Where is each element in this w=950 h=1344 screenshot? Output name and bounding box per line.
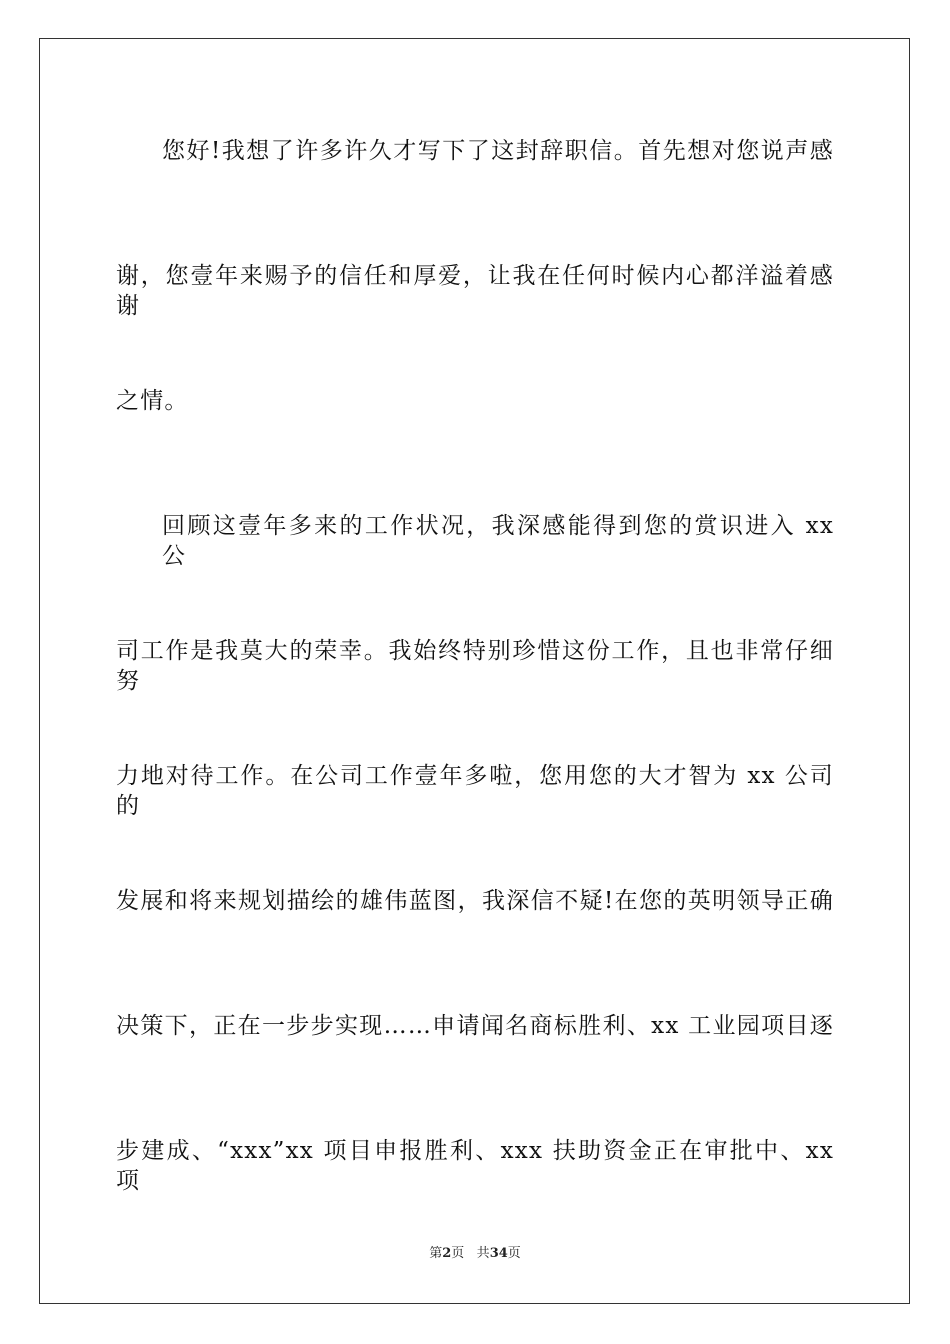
page-footer (0, 1245, 950, 1263)
text-line-5: 司工作是我莫大的荣幸。我始终特别珍惜这份工作，且也非常仔细努 (116, 638, 834, 694)
text-line-4: 回顾这壹年多来的工作状况，我深感能得到您的赏识进入 xx 公 (162, 513, 834, 569)
text-line-1: 您好!我想了许多许久才写下了这封辞职信。首先想对您说声感 (162, 138, 834, 164)
text-line-2: 谢，您壹年来赐予的信任和厚爱，让我在任何时候内心都洋溢着感谢 (116, 263, 834, 319)
text-line-3: 之情。 (116, 388, 189, 414)
footer-total-pages: 34 (489, 1246, 508, 1261)
footer-page-prefix: 第 (429, 1246, 443, 1261)
text-line-7: 发展和将来规划描绘的雄伟蓝图，我深信不疑!在您的英明领导正确 (116, 888, 834, 914)
text-line-9: 步建成、“xxx”xx 项目申报胜利、xxx 扶助资金正在审批中、xx 项 (116, 1138, 834, 1194)
footer-total-prefix: 共 (476, 1246, 490, 1261)
text-line-6: 力地对待工作。在公司工作壹年多啦，您用您的大才智为 xx 公司的 (116, 763, 834, 819)
page-border (39, 38, 910, 1304)
footer-page-number: 2 (442, 1246, 452, 1261)
text-line-8: 决策下，正在一步步实现……申请闻名商标胜利、xx 工业园项目逐 (116, 1013, 834, 1039)
footer-page-suffix: 页 (451, 1246, 465, 1261)
footer-total-suffix: 页 (507, 1246, 521, 1261)
